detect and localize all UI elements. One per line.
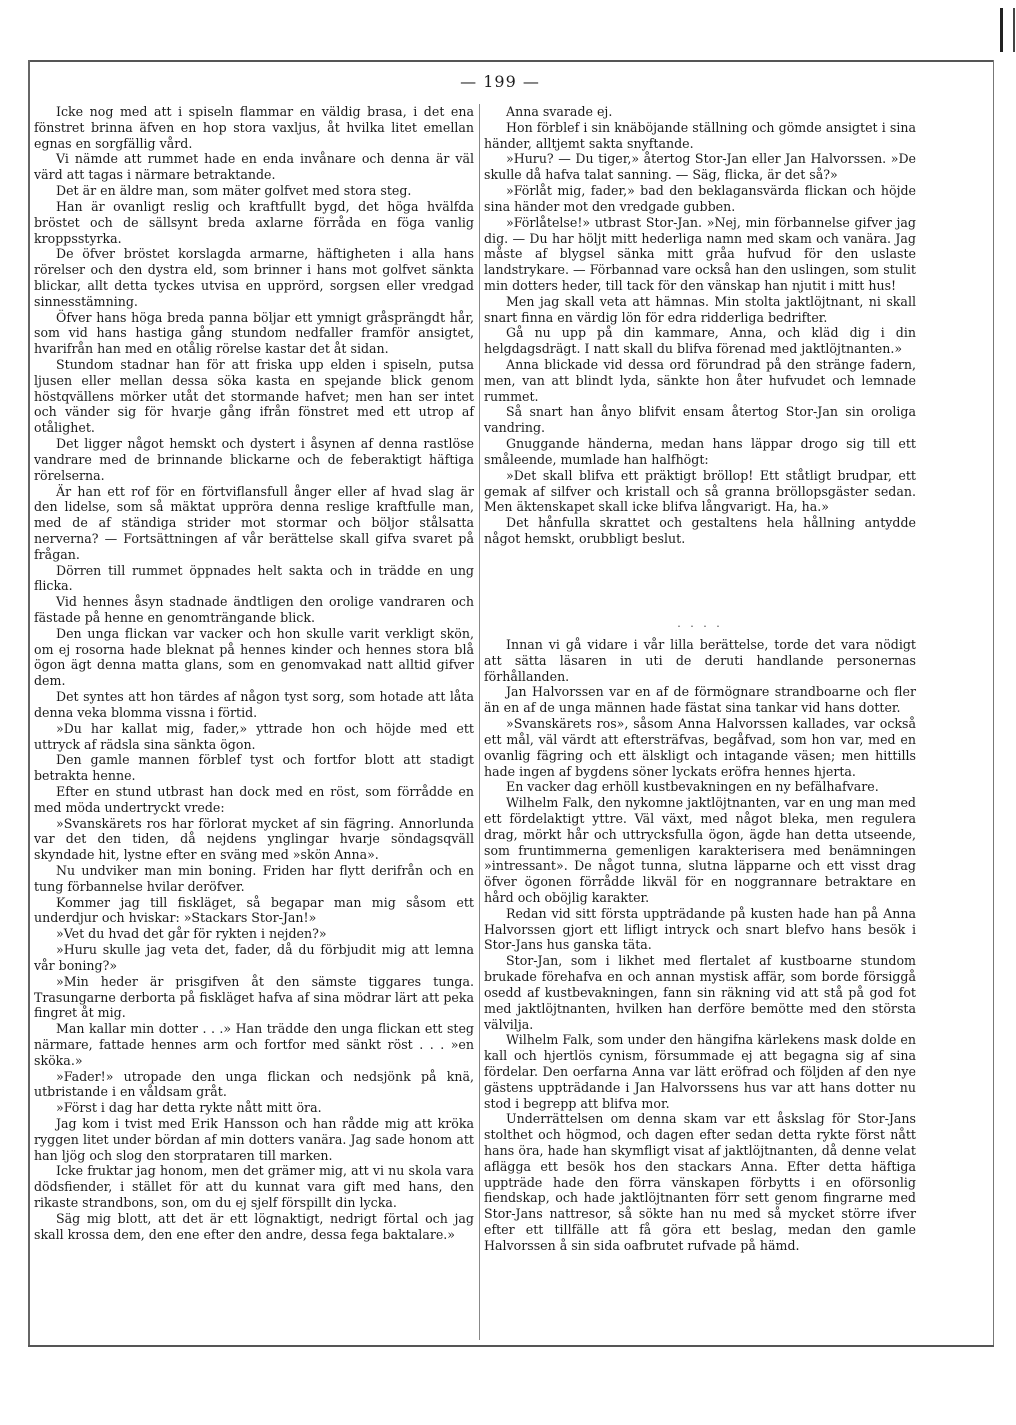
paragraph: Nu undviker man min boning. Friden har flytt derifrån och en tung förbannelse hvilar deröfver. — [34, 863, 474, 894]
paragraph: »Det skall blifva ett präktigt bröllop! Ett ståtligt brudpar, ett gemak af silfver och kristall och så granna bröllopsgäster sedan. Men äktenskapet skall icke blifva långvarigt. Ha, ha.» — [484, 467, 916, 515]
column-rule — [479, 104, 480, 1340]
paragraph: Stor-Jan, som i likhet med flertalet af kustboarne stundom brukade förehafva en och annan mystisk affär, som borde försiggå osedd af kustbevakningen, fann sin räkning vid att stå på god fot med jaktlöjtnanten, hvilken han derföre bemötte med den största välvilja. — [484, 953, 916, 1032]
page-frame-left — [28, 60, 30, 1345]
paragraph: »Min heder är prisgifven åt den sämste tiggares tunga. Trasungarne derborta på fiskläget hafva af sina mödrar lärt att peka fingret åt mig. — [34, 973, 474, 1021]
paragraph: Stundom stadnar han för att friska upp elden i spiseln, putsa ljusen eller mellan dessa söka kasta en spejande blick genom höstqvällens mörker utåt det stormande hafvet; men han ser intet och vänder sig för hvarje gång ifrån fönstret med ett utrop af otålighet. — [34, 357, 474, 436]
paragraph: Jag kom i tvist med Erik Hansson och han rådde mig att kröka ryggen litet under bördan af min dotters vanära. Jag sade honom att han ljög och slog den storprataren till marken. — [34, 1116, 474, 1163]
paragraph: Gnuggande händerna, medan hans läppar drogo sig till ett småleende, mumlade han halfhögt: — [484, 436, 916, 467]
paragraph: Det är en äldre man, som mäter golfvet med stora steg. — [56, 183, 412, 199]
paragraph: Vid hennes åsyn stadnade ändtligen den orolige vandraren och fästade på henne en genomträngande blick. — [34, 594, 474, 625]
paragraph: Det hånfulla skrattet och gestaltens hela hållning antydde något hemskt, orubbligt beslut. — [484, 515, 916, 546]
paragraph: Icke fruktar jag honom, men det grämer mig, att vi nu skola vara dödsfiender, i stället för att du kunnat vara gift med hans, den rikaste strandbons, son, om du ej sjelf förspillt din lycka. — [34, 1163, 474, 1211]
paragraph: »Förlåtelse!» utbrast Stor-Jan. »Nej, min förbannelse gifver jag dig. — Du har höljt mitt hederliga namn med skam och vanära. Jag måste af blygsel sänka mitt gråa hufvud för den uslaste landstrykare. — Förbannad vare också han den uslingen, som stulit min dotters heder, till tack för den vänskap han njutit i mitt hus! — [484, 214, 916, 293]
page-frame-bottom — [28, 1345, 994, 1347]
paragraph: Wilhelm Falk, som under den hängifna kärlekens mask dolde en kall och hjertlös cynism, försummade ej att begagna sig af sina fördelar. Den oerfarna Anna var lätt eröfrad och följden af den nye gästens uppträdande i Jan Halvorssens hus var att hans dotter nu stod i begrepp att blifva mor. — [484, 1032, 916, 1111]
paragraph: Men jag skall veta att hämnas. Min stolta jaktlöjtnant, ni skall snart finna en värdig lön för edra ridderliga bedrifter. — [484, 293, 916, 325]
paragraph: Jan Halvorssen var en af de förmögnare strandboarne och fler än en af de unga männen hade fästat sina tankar vid hans dotter. — [484, 684, 916, 716]
paragraph: »Huru? — Du tiger,» återtog Stor-Jan eller Jan Halvorssen. »De skulle då hafva talat sanning. — Säg, flicka, är det så?» — [484, 151, 916, 183]
paragraph: Den unga flickan var vacker och hon skulle varit verkligt skön, om ej rosorna hade bleknat på hennes kinder och hennes stora blå ögon ägt denna matta glans, som en genomvakad natt alltid gifver dem. — [34, 625, 474, 689]
paragraph: Dörren till rummet öppnades helt sakta och in trädde en ung flicka. — [34, 562, 474, 594]
paragraph: Anna blickade vid dessa ord förundrad på den stränge fadern, men, van att blindt lyda, sänkte hon åter hufvudet och lemnade rummet. — [484, 357, 916, 404]
paragraph: Så snart han ånyo blifvit ensam återtog Stor-Jan sin oroliga vandring. — [484, 404, 916, 436]
paragraph: Det syntes att hon tärdes af någon tyst sorg, som hotade att låta denna veka blomma vissna i förtid. — [34, 689, 474, 720]
paragraph: En vacker dag erhöll kustbevakningen en ny befälhafvare. — [506, 779, 879, 795]
paragraph: Efter en stund utbrast han dock med en röst, som förrådde en med möda undertryckt vrede: — [34, 783, 474, 815]
paragraph: Underrättelsen om denna skam var ett åskslag för Stor-Jans stolthet och högmod, och dagen efter sedan detta rykte först nått hans öra, hade han skymfligt visat af jaktlöjtnanten, då denne velat aflägga ett besök hos den stackars Anna. Efter detta häftiga uppträde hade den förra vänskapen förbytts i en oförsonlig fiendskap, och hade jaktlöjtnanten förr sett genom fingrarne med Stor-Jans nattresor, så sökte han nu med så mycket större ifver efter ett tillfälle att få göra ett beslag, medan den gamle Halvorssen å sin sida oafbrutet rufvade på hämd. — [484, 1111, 916, 1253]
paragraph: »Huru skulle jag veta det, fader, då du förbjudit mig att lemna vår boning?» — [34, 942, 474, 973]
section-separator: . . . . — [677, 617, 723, 630]
paragraph: »Svanskärets ros», såsom Anna Halvorssen kallades, var också ett mål, väl värdt att eftersträfvas, begåfvad, som hon var, med en ovanlig fägring och ett älskligt och intagande väsen; men hittills hade ingen af bygdens söner lyckats eröfra hennes hjerta. — [484, 716, 916, 779]
paragraph: Icke nog med att i spiseln flammar en väldig brasa, i det ena fönstret brinna äfven en hop stora vaxljus, åt hvilka litet emellan egnas en sorgfällig vård. — [34, 104, 474, 151]
paragraph: Man kallar min dotter . . .» Han trädde den unga flickan ett steg närmare, fattade hennes arm och fortfor med sänkt röst . . . »en sköka.» — [34, 1021, 474, 1068]
paragraph: De öfver bröstet korslagda armarne, häftigheten i alla hans rörelser och den dystra eld, som brinner i hans mot golfvet sänkta blickar, allt detta tyckes utvisa en upprörd, sorgsen eller vredgad sinnesstämning. — [34, 246, 474, 309]
page-edge-mark — [1000, 8, 1015, 52]
paragraph: Kommer jag till fiskläget, så begapar man mig såsom ett underdjur och hviskar: »Stackars Stor-Jan!» — [34, 894, 474, 926]
paragraph: Hon förblef i sin knäböjande ställning och gömde ansigtet i sina händer, alltjemt sakta snyftande. — [484, 119, 916, 151]
paragraph: Säg mig blott, att det är ett lögnaktigt, nedrigt förtal och jag skall krossa dem, den ene efter den andre, dessa fega baktalare.» — [34, 1210, 474, 1242]
right-column-top — [484, 104, 916, 547]
paragraph: Redan vid sitt första uppträdande på kusten hade han på Anna Halvorssen gjort ett lifligt intryck och snart blefvo hans besök i Stor-Jans hus ganska täta. — [484, 905, 916, 953]
paragraph: Anna svarade ej. — [506, 104, 613, 119]
page-number: — 199 — — [460, 72, 540, 91]
paragraph: Wilhelm Falk, den nykomne jaktlöjtnanten, var en ung man med ett fördelaktigt yttre. Väl växt, med något bleka, men regulera drag, mörkt hår och uttrycksfulla ögon, ägde han detta utseende, som fruntimmerna gemenligen karakterisera med benämningen »intressant». De något tunna, slutna läpparne och ett visst drag öfver ögonen förrådde likväl för en noggrannare betraktare en hård och oböjlig karakter. — [484, 795, 916, 905]
paragraph: »Fader!» utropade den unga flickan och nedsjönk på knä, utbristande i en våldsam gråt. — [34, 1068, 474, 1100]
paragraph: Gå nu upp på din kammare, Anna, och kläd dig i din helgdagsdrägt. I natt skall du blifva förenad med jaktlöjtnanten.» — [484, 325, 916, 357]
paragraph: Den gamle mannen förblef tyst och fortfor blott att stadigt betrakta henne. — [34, 752, 474, 784]
paragraph: »Förlåt mig, fader,» bad den beklagansvärda flickan och höjde sina händer mot den vredgade gubben. — [484, 183, 916, 214]
page-frame-top — [28, 60, 994, 62]
paragraph: Han är ovanligt reslig och kraftfullt bygd, det höga hvälfda bröstet och de sällsynt breda axlarne förråda en föga vanlig kroppsstyrka. — [34, 198, 474, 246]
paragraph: Öfver hans höga breda panna böljar ett ymnigt gråsprängdt hår, som vid hans hastiga gång stundom nedfaller framför ansigtet, hvarifrån han med en otålig rörelse kastar det åt sidan. — [34, 309, 474, 357]
paragraph: »Först i dag har detta rykte nått mitt öra. — [56, 1100, 322, 1116]
paragraph: Det ligger något hemskt och dystert i åsynen af denna rastlöse vandrare med de brinnande blickarne och de feberaktigt häftiga rörelserna. — [34, 436, 474, 483]
paragraph: Vi nämde att rummet hade en enda invånare och denna är väl värd att tagas i närmare betraktande. — [34, 151, 474, 183]
paragraph: Innan vi gå vidare i vår lilla berättelse, torde det vara nödigt att sätta läsaren in uti de deruti handlande personernas förhållanden. — [484, 637, 916, 684]
page-number-value: 199 — [483, 72, 517, 91]
left-column — [34, 104, 474, 1243]
paragraph: »Vet du hvad det går för rykten i nejden?» — [56, 926, 327, 942]
right-column-bottom — [484, 637, 916, 1254]
paragraph: »Svanskärets ros har förlorat mycket af sin fägring. Annorlunda var det den tiden, då nejdens ynglingar hvarje söndagsqväll skyndade hit, lystne efter en sväng med »skön Anna». — [34, 815, 474, 863]
page-frame-right — [993, 60, 994, 1345]
paragraph: »Du har kallat mig, fader,» yttrade hon och höjde med ett uttryck af rädsla sina sänkta ögon. — [34, 720, 474, 752]
paragraph: Är han ett rof för en förtviflansfull ånger eller af hvad slag är den lidelse, som så mäktat uppröra denna reslige kraftfulle man, med de af ständiga strider mot stormar och böljor stålsatta nerverna? — Fortsättningen af vår berättelse skall gifva svaret på frågan. — [34, 483, 474, 562]
